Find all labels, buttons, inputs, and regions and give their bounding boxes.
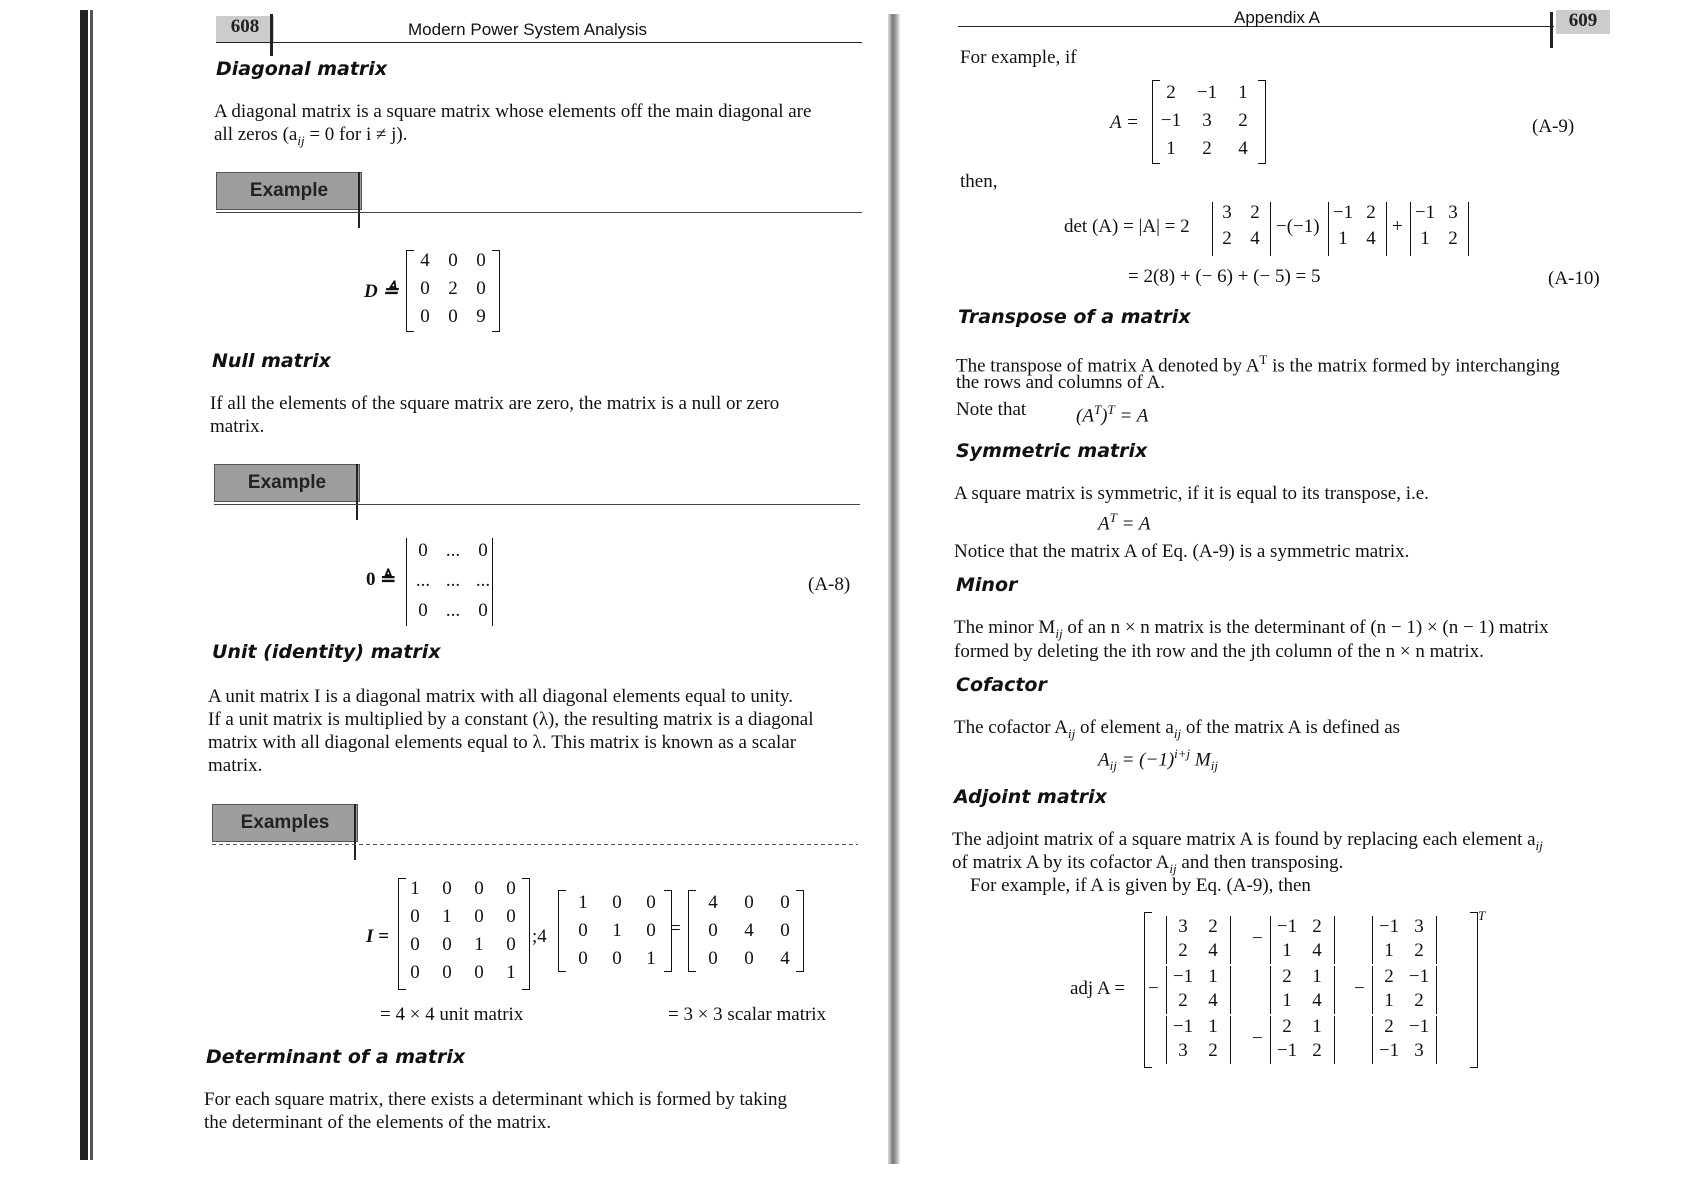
unit-text-line-2: If a unit matrix is multiplied by a constant (λ), the resulting matrix is a diagonal xyxy=(208,709,814,730)
det-minor-cell: −1 xyxy=(1414,202,1436,223)
adj-minor-cell: 1 xyxy=(1208,1016,1218,1037)
scalar-matrix-cell: 0 xyxy=(708,920,718,941)
matrix-A-cell: 4 xyxy=(1238,138,1248,159)
adj-minor-bar xyxy=(1436,1016,1437,1064)
adj-minor-bar xyxy=(1270,916,1271,964)
matrix-I-label: I = xyxy=(366,926,389,947)
bracket-left xyxy=(688,890,696,972)
left-header-stem xyxy=(270,14,273,56)
adj-minor-cell: 2 xyxy=(1178,990,1188,1011)
matrix-I-cell: 1 xyxy=(506,962,516,983)
null-matrix-cell: ... xyxy=(415,570,431,591)
scalar-matrix-cell: 0 xyxy=(744,892,754,913)
example-box-2: Example xyxy=(214,464,360,502)
matrix-I3-cell: 0 xyxy=(646,892,656,913)
matrix-separator: ;4 xyxy=(532,926,547,947)
null-text-line-2: matrix. xyxy=(210,416,265,437)
adjoint-text-line-3: For example, if A is given by Eq. (A-9), then xyxy=(970,875,1311,896)
adj-minor-cell: 4 xyxy=(1208,940,1218,961)
adj-minor-bar xyxy=(1230,1016,1231,1064)
symmetric-text: A square matrix is symmetric, if it is equal to its transpose, i.e. xyxy=(954,483,1429,504)
scalar-matrix-cell: 0 xyxy=(744,948,754,969)
transpose-heading: Transpose of a matrix xyxy=(958,306,1191,328)
adj-minor-cell: −1 xyxy=(1172,1016,1194,1037)
minor-text-line-2: formed by deleting the ith row and the jth column of the n × n matrix. xyxy=(954,641,1484,662)
adj-minor-cell: 1 xyxy=(1312,966,1322,987)
determinant-heading: Determinant of a matrix xyxy=(206,1046,466,1068)
adj-minor-bar xyxy=(1372,1016,1373,1064)
adj-minor-cell: 2 xyxy=(1208,916,1218,937)
adj-minor-cell: 2 xyxy=(1312,916,1322,937)
adj-minor-bar xyxy=(1230,916,1231,964)
det-minor-cell: 3 xyxy=(1222,202,1232,223)
adj-minor-cell: 4 xyxy=(1312,940,1322,961)
matrix-A-cell: 2 xyxy=(1166,82,1176,103)
scalar-matrix-cell: 0 xyxy=(708,948,718,969)
det-minor-cell: 2 xyxy=(1448,228,1458,249)
symmetric-formula: $A^T = A$ xyxy=(1098,510,1151,535)
det-minor-cell: 2 xyxy=(1250,202,1260,223)
adj-minor-bar xyxy=(1166,1016,1167,1064)
determinant-text-line-1: For each square matrix, there exists a determinant which is formed by taking xyxy=(204,1089,788,1110)
adj-minor-cell: 2 xyxy=(1384,1016,1394,1037)
example-rule-1 xyxy=(216,212,862,213)
matrix-A-cell: −1 xyxy=(1160,110,1182,131)
cofactor-text: The cofactor $A_{ij}$ of element $a_{ij}$ of the matrix A is defined as xyxy=(954,717,1401,741)
matrix-I-cell: 0 xyxy=(506,934,516,955)
matrix-I-cell: 0 xyxy=(474,906,484,927)
null-matrix-label: 0 ≜ xyxy=(366,569,397,590)
matrix-D-cell: 9 xyxy=(476,306,486,327)
det-bar xyxy=(1468,202,1469,256)
matrix-I-cell: 0 xyxy=(442,962,452,983)
matrix-I3-cell: 0 xyxy=(578,920,588,941)
null-matrix-cell: 0 xyxy=(478,600,488,621)
adj-minor-cell: −1 xyxy=(1378,916,1400,937)
for-example-text: For example, if xyxy=(960,47,1077,68)
det-minor-cell: −1 xyxy=(1332,202,1354,223)
then-text: then, xyxy=(960,171,998,192)
cofactor-formula: $A_{ij} = (-1)^{i+j}$ $M_{ij}$ xyxy=(1098,746,1218,774)
unit-heading: Unit (identity) matrix xyxy=(212,641,441,663)
null-text-line-1: If all the elements of the square matrix are zero, the matrix is a null or zero xyxy=(210,393,780,414)
scalar-matrix-cell: 4 xyxy=(780,948,790,969)
example-rule-2 xyxy=(214,504,860,505)
det-result: = 2(8) + (− 6) + (− 5) = 5 xyxy=(1128,266,1321,287)
example-stem-3 xyxy=(354,804,356,860)
adj-minor-cell: −1 xyxy=(1276,916,1298,937)
matrix-I-cell: 0 xyxy=(442,878,452,899)
adj-minor-cell: 4 xyxy=(1208,990,1218,1011)
matrix-D-cell: 0 xyxy=(448,250,458,271)
adj-minor-cell: 2 xyxy=(1312,1040,1322,1061)
bracket-right xyxy=(1258,80,1266,164)
unit-text-line-1: A unit matrix I is a diagonal matrix with all diagonal elements equal to unity. xyxy=(208,686,794,707)
adj-minor-cell: 2 xyxy=(1178,940,1188,961)
eq-number-A8: (A-8) xyxy=(808,574,851,595)
scalar-matrix-cell: 4 xyxy=(708,892,718,913)
diagonal-text-line-2: all zeros ($a_{ij} = 0$ for i ≠ j). xyxy=(214,124,408,148)
adj-minor-cell: 1 xyxy=(1384,990,1394,1011)
scalar-matrix-cell: 4 xyxy=(744,920,754,941)
matrix-A-cell: −1 xyxy=(1196,82,1218,103)
adj-minor-cell: 2 xyxy=(1414,940,1424,961)
example-box-3: Examples xyxy=(212,804,358,842)
left-running-title: Modern Power System Analysis xyxy=(408,20,648,39)
adj-minor-bar xyxy=(1372,916,1373,964)
null-matrix-cell: ... xyxy=(445,540,461,561)
adj-minor-cell: 1 xyxy=(1282,940,1292,961)
det-minor-cell: 1 xyxy=(1420,228,1430,249)
book-spine xyxy=(888,14,900,1164)
scalar-matrix-cell: 0 xyxy=(780,920,790,941)
adj-minor-cell: −1 xyxy=(1172,966,1194,987)
symmetric-heading: Symmetric matrix xyxy=(956,440,1148,462)
page-edge-shadow xyxy=(80,10,88,1160)
adj-minor-cell: −1 xyxy=(1378,1040,1400,1061)
matrix-I-cell: 0 xyxy=(410,962,420,983)
adj-minor-cell: 1 xyxy=(1312,1016,1322,1037)
adj-minor-cell: −1 xyxy=(1408,1016,1430,1037)
adj-minor-bar xyxy=(1230,966,1231,1014)
eq-number-A10: (A-10) xyxy=(1548,268,1600,289)
matrix-I-cell: 0 xyxy=(506,878,516,899)
matrix-D-cell: 0 xyxy=(476,250,486,271)
right-running-title: Appendix A xyxy=(1234,8,1321,27)
matrix-I3-cell: 0 xyxy=(612,948,622,969)
null-matrix-cell: ... xyxy=(475,570,491,591)
adj-minor-cell: 2 xyxy=(1414,990,1424,1011)
matrix-D-cell: 0 xyxy=(420,306,430,327)
matrix-I3-cell: 1 xyxy=(646,948,656,969)
example-box-1: Example xyxy=(216,172,362,210)
adj-minor-cell: 3 xyxy=(1178,916,1188,937)
matrix-I-cell: 0 xyxy=(410,906,420,927)
matrix-I-cell: 0 xyxy=(506,906,516,927)
caption-scalar-matrix: = 3 × 3 scalar matrix xyxy=(668,1004,827,1025)
matrix-D-cell: 2 xyxy=(448,278,458,299)
transpose-text-line-1: The transpose of matrix A denoted by $A^T$ is the matrix formed by interchanging xyxy=(956,352,1560,377)
adj-minor-bar xyxy=(1334,916,1335,964)
adj-minor-bar xyxy=(1372,966,1373,1014)
eq-number-A9: (A-9) xyxy=(1532,116,1575,137)
unit-scalar-matrices xyxy=(362,878,822,998)
matrix-I-cell: 1 xyxy=(410,878,420,899)
matrix-I3-cell: 1 xyxy=(612,920,622,941)
unit-text-line-3: matrix with all diagonal elements equal to λ. This matrix is known as a scalar xyxy=(208,732,797,753)
adj-minor-bar xyxy=(1436,966,1437,1014)
matrix-A-cell: 1 xyxy=(1238,82,1248,103)
adjoint-matrix xyxy=(1070,908,1490,1068)
null-matrix-cell: ... xyxy=(445,570,461,591)
bracket-right xyxy=(1470,912,1478,1068)
adj-minor-bar xyxy=(1334,1016,1335,1064)
det-bar xyxy=(1386,202,1387,256)
matrix-A-cell: 1 xyxy=(1166,138,1176,159)
matrix-I-cell: 0 xyxy=(474,962,484,983)
det-minor-cell: 4 xyxy=(1250,228,1260,249)
bracket-left xyxy=(558,890,566,972)
adj-minor-cell: 2 xyxy=(1282,1016,1292,1037)
matrix-I3-cell: 1 xyxy=(578,892,588,913)
adjoint-heading: Adjoint matrix xyxy=(954,786,1107,808)
adj-transpose-mark: T xyxy=(1478,908,1486,923)
null-matrix-cell: 0 xyxy=(418,600,428,621)
matrix-A-label: A = xyxy=(1110,112,1139,133)
adj-minor-cell: 1 xyxy=(1384,940,1394,961)
determinant-expansion xyxy=(1064,202,1484,258)
matrix-I3-cell: 0 xyxy=(646,920,656,941)
adj-minor-bar xyxy=(1166,916,1167,964)
adj-minor-cell: 1 xyxy=(1282,990,1292,1011)
null-matrix-cell: 0 xyxy=(478,540,488,561)
adjoint-text-line-1: The adjoint matrix of a square matrix A is found by replacing each element $a_{ij}$ xyxy=(952,829,1543,853)
matrix-I-cell: 0 xyxy=(410,934,420,955)
matrix-I3-cell: 0 xyxy=(578,948,588,969)
adj-minor-bar xyxy=(1270,966,1271,1014)
scalar-matrix-cell: 0 xyxy=(780,892,790,913)
det-bar-left xyxy=(406,538,407,626)
equals-sign: = xyxy=(670,918,681,939)
adj-cofactor-sign: − xyxy=(1148,978,1159,999)
adj-minor-cell: 2 xyxy=(1384,966,1394,987)
right-page-number: 609 xyxy=(1556,10,1610,34)
transpose-text-line-2: the rows and columns of A. xyxy=(956,372,1165,393)
adj-minor-cell: 3 xyxy=(1178,1040,1188,1061)
cofactor-heading: Cofactor xyxy=(956,674,1047,696)
matrix-A-cell: 3 xyxy=(1202,110,1212,131)
matrix-I-cell: 1 xyxy=(442,906,452,927)
adj-cofactor-sign: − xyxy=(1354,978,1365,999)
det-plus: + xyxy=(1392,216,1403,237)
adj-minor-bar xyxy=(1334,966,1335,1014)
example-rule-3 xyxy=(212,844,858,845)
adjoint-text-line-2: of matrix A by its cofactor $A_{ij}$ and then transposing. xyxy=(952,852,1344,876)
matrix-I-cell: 0 xyxy=(442,934,452,955)
adj-minor-cell: 3 xyxy=(1414,1040,1424,1061)
left-header-rule xyxy=(216,42,862,43)
unit-text-line-4: matrix. xyxy=(208,755,263,776)
det-bar xyxy=(1270,202,1271,256)
matrix-D-cell: 0 xyxy=(420,278,430,299)
null-heading: Null matrix xyxy=(212,350,331,372)
det-minor-cell: 3 xyxy=(1448,202,1458,223)
determinant-text-line-2: the determinant of the elements of the matrix. xyxy=(204,1112,552,1133)
null-matrix-cell: 0 xyxy=(418,540,428,561)
adj-minor-cell: 1 xyxy=(1208,966,1218,987)
minor-heading: Minor xyxy=(956,574,1018,596)
example-stem-1 xyxy=(358,172,360,228)
det-mid-term: −(−1) xyxy=(1276,216,1320,237)
det-minor-cell: 4 xyxy=(1366,228,1376,249)
matrix-A-cell: 2 xyxy=(1202,138,1212,159)
minor-text-line-1: The minor $M_{ij}$ of an n × n matrix is the determinant of (n − 1) × (n − 1) matrix xyxy=(954,617,1549,641)
note-that-label: Note that xyxy=(956,399,1027,420)
adj-minor-cell: 3 xyxy=(1414,916,1424,937)
adj-minor-cell: −1 xyxy=(1276,1040,1298,1061)
adj-minor-bar xyxy=(1270,1016,1271,1064)
det-minor-cell: 1 xyxy=(1338,228,1348,249)
matrix-I-cell: 0 xyxy=(474,878,484,899)
null-matrix-cell: ... xyxy=(445,600,461,621)
matrix-D-cell: 4 xyxy=(420,250,430,271)
note-formula: $(A^T)^T = A$ xyxy=(1076,402,1149,427)
caption-unit-matrix: = 4 × 4 unit matrix xyxy=(380,1004,524,1025)
adj-minor-cell: 2 xyxy=(1282,966,1292,987)
left-page-number: 608 xyxy=(216,16,274,42)
right-header-stem xyxy=(1550,12,1553,48)
adj-label: adj A = xyxy=(1070,978,1126,999)
adj-cofactor-sign: − xyxy=(1252,1028,1263,1049)
example-stem-2 xyxy=(356,464,358,520)
symmetric-note: Notice that the matrix A of Eq. (A-9) is a symmetric matrix. xyxy=(954,541,1410,562)
adj-minor-cell: 4 xyxy=(1312,990,1322,1011)
page-edge-shadow-inner xyxy=(90,10,93,1160)
diagonal-heading: Diagonal matrix xyxy=(216,58,388,80)
det-minor-cell: 2 xyxy=(1366,202,1376,223)
det-lhs: det (A) = |A| = 2 xyxy=(1064,216,1190,237)
matrix-D-cell: 0 xyxy=(476,278,486,299)
adj-minor-cell: −1 xyxy=(1408,966,1430,987)
matrix-D-cell: 0 xyxy=(448,306,458,327)
matrix-A-cell: 2 xyxy=(1238,110,1248,131)
adj-cofactor-sign: − xyxy=(1252,928,1263,949)
matrix-I3-cell: 0 xyxy=(612,892,622,913)
adj-minor-bar xyxy=(1166,966,1167,1014)
adj-minor-cell: 2 xyxy=(1208,1040,1218,1061)
matrix-I-cell: 1 xyxy=(474,934,484,955)
det-minor-cell: 2 xyxy=(1222,228,1232,249)
matrix-D-label: D ≜ xyxy=(364,281,399,302)
diagonal-text-line-1: A diagonal matrix is a square matrix whose elements off the main diagonal are xyxy=(214,101,812,122)
adj-minor-bar xyxy=(1436,916,1437,964)
